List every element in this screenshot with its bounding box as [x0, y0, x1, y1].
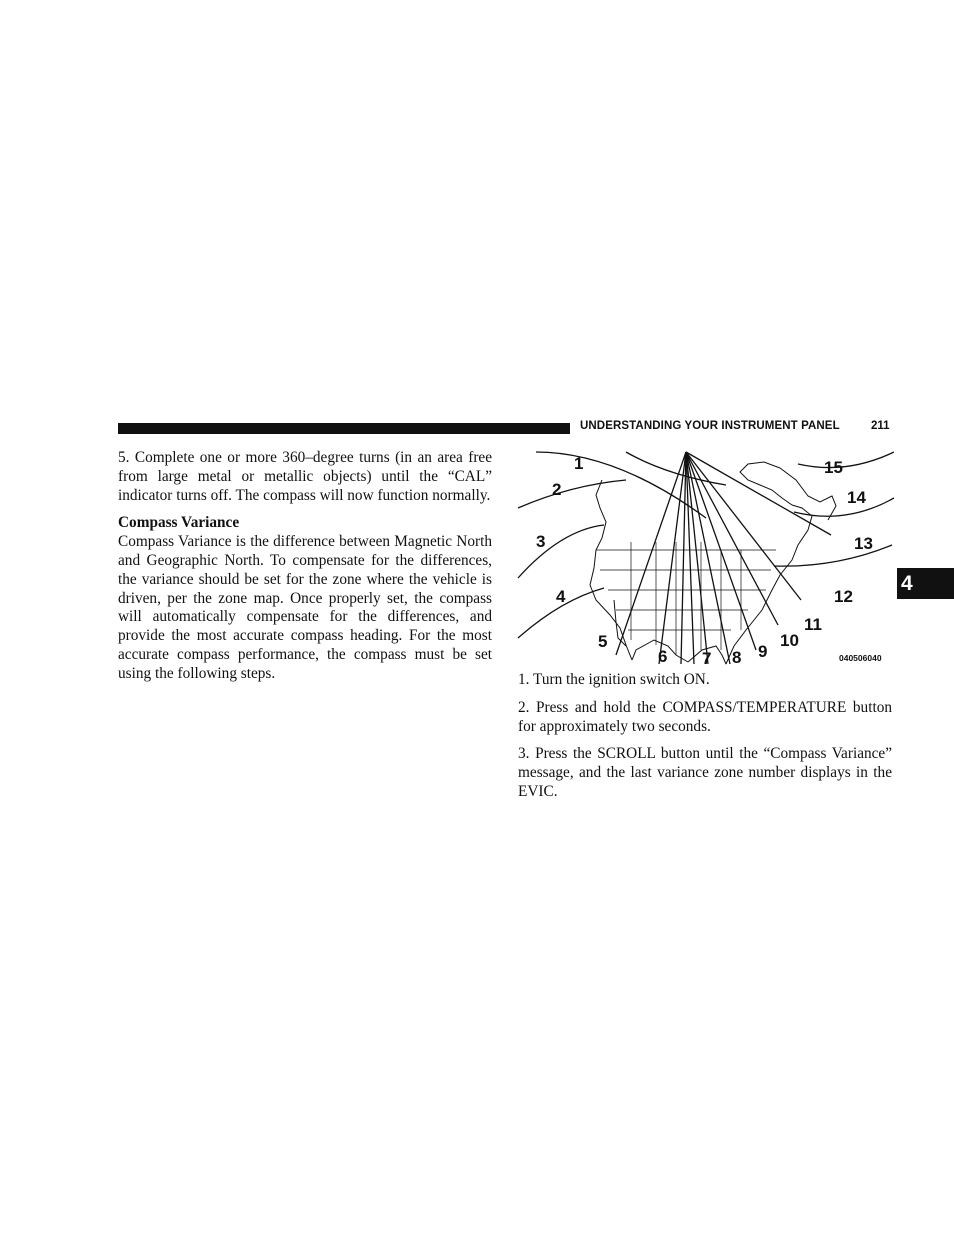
- compass-zone-map: [516, 450, 894, 668]
- zone-label-8: 8: [732, 648, 742, 667]
- zone-label-11: 11: [804, 615, 822, 634]
- zone-label-6: 6: [658, 647, 668, 666]
- chapter-tab: 4: [897, 568, 954, 599]
- step-5-paragraph: 5. Complete one or more 360–degree turns (in an area free from large metal or metallic objects) until the “CAL” indicator turns off. The compass will now function normally.: [118, 449, 492, 504]
- figure-code: 040506040: [839, 653, 882, 663]
- section-heading: Compass Variance: [118, 514, 240, 532]
- right-column: [518, 671, 892, 802]
- zone-label-7: 7: [702, 649, 712, 668]
- header-rule: [118, 423, 570, 434]
- zone-label-15: 15: [824, 458, 843, 477]
- zone-label-3: 3: [536, 532, 546, 551]
- page-number: 211: [871, 420, 890, 432]
- zone-map-svg: [516, 450, 894, 668]
- zone-label-4: 4: [556, 587, 566, 606]
- step-1-paragraph: 1. Turn the ignition switch ON.: [518, 671, 710, 688]
- zone-label-13: 13: [854, 534, 873, 553]
- zone-label-2: 2: [552, 480, 562, 499]
- section-body: Compass Variance is the difference between Magnetic North and Geographic North. To compensate for the differences, the variance should be set for the zone where the vehicle is driven, per the zone map. Once properly set, the compass will automatically compensate for the differences, and provide the most accurate compass heading. For the most accurate compass performance, the compass must be set using the following steps.: [118, 533, 492, 682]
- step-3-paragraph: 3. Press the SCROLL button until the “Compass Variance” message, and the last variance zone number displays in the EVIC.: [518, 745, 892, 800]
- compass-variance-section: [118, 514, 492, 683]
- step-2-paragraph: 2. Press and hold the COMPASS/TEMPERATURE button for approximately two seconds.: [518, 698, 892, 735]
- zone-label-12: 12: [834, 587, 853, 606]
- zone-label-9: 9: [758, 642, 768, 661]
- zone-label-5: 5: [598, 632, 608, 651]
- zone-label-14: 14: [847, 488, 866, 507]
- zone-label-1: 1: [574, 454, 584, 473]
- zone-label-10: 10: [780, 631, 799, 650]
- running-header-title: UNDERSTANDING YOUR INSTRUMENT PANEL: [580, 420, 840, 432]
- left-column: [118, 449, 492, 684]
